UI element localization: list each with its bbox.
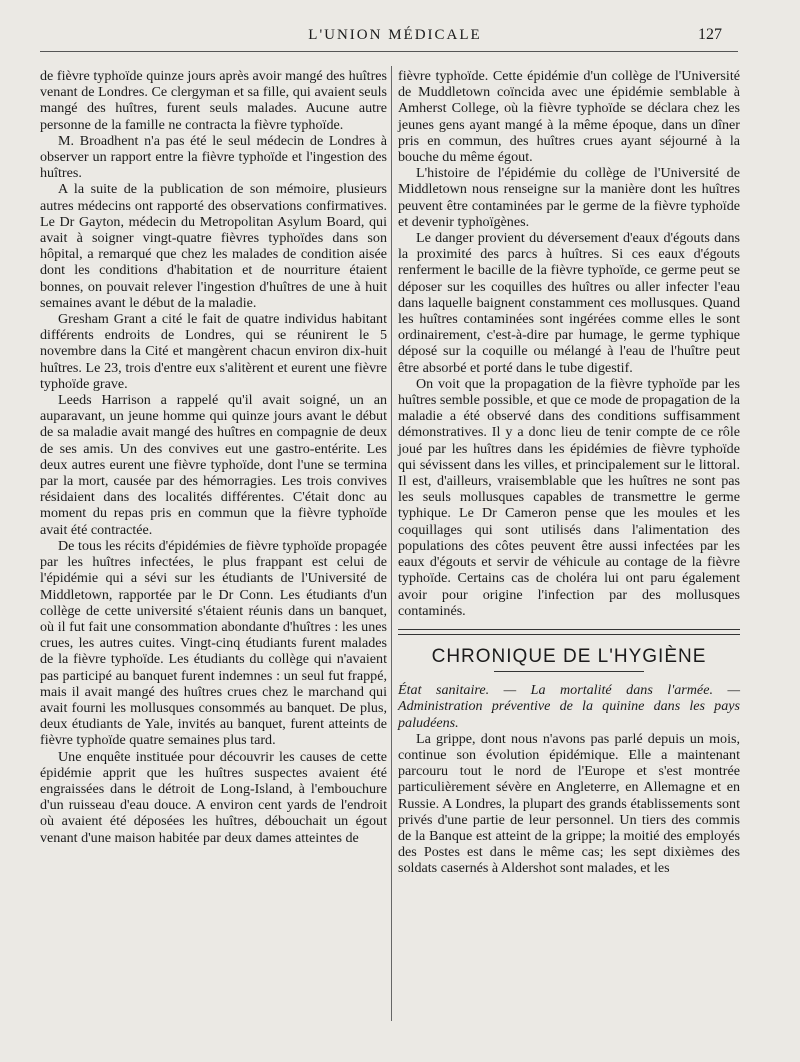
- paragraph: Une enquête instituée pour découvrir les causes de cette épidémie apprit que les huîtres suspectes avaient été engraissées dans le détroit de Long-Island, à l'embouchure d'un ruisseau d'eau douce. A environ cent yards de l'endroit où avaient été déposées les huîtres, débouchait un égout venant d'une maison habitée par deux dames atteintes de: [40, 748, 387, 846]
- paragraph: On voit que la propagation de la fièvre typhoïde par les huîtres semble possible, et que ce mode de propagation de la maladie a été observé dans des conditions suffisamment démonstratives. Il y a donc lieu de tenir compte de ce rôle joué par les huîtres dans les épidémies de fièvre typhoïde qui sévissent dans les villes, et principalement sur le littoral. Il est, d'ailleurs, vraisemblable que les huîtres ne sont pas les seuls mollusques capables de transmettre le germe typhique. Le Dr Cameron pense que les moules et les coquillages qui sont utilisés dans l'alimentation des populations des côtes peuvent être aussi infectées par les eaux d'égouts et servir de véhicule au contage de la fièvre typhoïde. Certains cas de choléra lui ont paru également avoir pour origine l'infection par des mollusques contaminés.: [398, 375, 740, 619]
- paragraph: M. Broadhent n'a pas été le seul médecin de Londres à observer un rapport entre la fièvre typhoïde et l'ingestion des huîtres.: [40, 132, 387, 182]
- paragraph: Gresham Grant a cité le fait de quatre individus habitant différents endroits de Londres, qui se réunirent le 5 novembre dans la Cité et mangèrent chacun environ dix-huit huîtres. Le 23, trois d'entre eux s'alitèrent et eurent une fièvre typhoïde grave.: [40, 311, 387, 392]
- paragraph: La grippe, dont nous n'avons pas parlé depuis un mois, continue son évolution épidémique. Elle a maintenant parcouru tout le nord de l'Europe et s'est montrée particulièrement sévère en Angleterre, en Allemagne et en Russie. A Londres, la plupart des grands établissements sont privés d'une partie de leur personnel. Un tiers des commis de la Banque est atteint de la grippe; la moitié des employés des Postes est dans le même cas; les sept dixièmes des soldats casernés à Aldershot sont malades, et les: [398, 730, 740, 877]
- running-title: L'UNION MÉDICALE: [308, 27, 482, 43]
- paragraph: fièvre typhoïde. Cette épidémie d'un collège de l'Université de Muddletown coïncida avec une épidémie semblable à Amherst College, où la fièvre typhoïde se déclara chez les jeunes gens ayant mangé à la même époque, dans un dîner pris en commun, des huîtres crues ayant séjourné à la bouche du même égout.: [398, 68, 740, 166]
- header-rule: [40, 51, 738, 52]
- section-summary: État sanitaire. — La mortalité dans l'armée. — Administration préventive de la quinine dans les pays paludéens.: [398, 682, 740, 731]
- paragraph: L'histoire de l'épidémie du collège de l'Université de Middletown nous renseigne sur la manière dont les huîtres peuvent être contaminées par le germe de la fièvre typhoïde et devenir typhoïgènes.: [398, 165, 740, 230]
- page-number: 127: [698, 26, 722, 43]
- paragraph: Leeds Harrison a rappelé qu'il avait soigné, un an auparavant, un jeune homme qui quinze jours avant le début de sa maladie avait mangé des huîtres en compagnie de deux de ses amis. Un des convives eut une gastro-entérite. Les deux autres eurent une fièvre typhoïde, dont l'une se termina par la mort, causée par des hémorragies. Les trois convives résidaient dans des localités différentes. C'était donc au moment du repas pris en commun que la fièvre typhoïde avait été contractée.: [40, 392, 387, 538]
- paragraph: A la suite de la publication de son mémoire, plusieurs autres médecins ont rapporté des observations confirmatives. Le Dr Gayton, médecin du Metropolitan Asylum Board, qui avait à soigner vingt-quatre fièvres typhoïdes dans son hôpital, a remarqué que chez les malades de condition aisée dont les conditions d'habitation et de nourriture étaient bonnes, on pouvait relever l'ingestion d'huîtres de une à huit semaines avant le début de la maladie.: [40, 181, 387, 311]
- column-divider: [391, 66, 392, 1021]
- section-title: CHRONIQUE DE L'HYGIÈNE: [431, 645, 707, 667]
- paragraph: de fièvre typhoïde quinze jours après avoir mangé des huîtres venant de Londres. Ce clergyman et sa fille, qui avaient seuls mangé des huîtres, furent seuls malades. Aucune autre personne de la famille ne contracta la fièvre typhoïde.: [40, 68, 387, 133]
- paragraph: Le danger provient du déversement d'eaux d'égouts dans la proximité des parcs à huîtres. Si ces eaux d'égouts renferment le bacille de la fièvre typhoïde, ce germe peut se déposer sur les coquilles des huîtres ou aller infecter l'eau dans laquelle baignent constamment ces mollusques. Quand les huîtres contaminées sont ingérées comme elles le sont ordinairement, c'est-à-dire par humage, le germe typhique déposé sur la coquille ou mélangé à l'eau de l'huître peut être absorbé et porté dans le tube digestif.: [398, 230, 740, 376]
- section-double-rule: [398, 629, 740, 635]
- paragraph: De tous les récits d'épidémies de fièvre typhoïde propagée par les huîtres infectées, le plus frappant est celui de l'épidémie qui a sévi sur les étudiants de l'Université de Middletown, rapportée par le Dr Conn. Les étudiants d'un collège de cette université s'étaient réunis dans un banquet, où il fut fait une consommation abondante d'huîtres : les unes crues, les autres cuites. Vingt-cinq étudiants furent malades de la fièvre typhoïde. Les étudiants du collège qui n'avaient pas participé au banquet furent indemnes : un seul fut frappé, mais il avait mangé des huîtres crues chez le marchand qui avait fourni les mollusques consommés au banquet. De plus, deux étudiants de Yale, invités au banquet, furent atteints de fièvre typhoïde quatre semaines plus tard.: [40, 537, 387, 749]
- right-column: [398, 68, 740, 877]
- title-underline: [494, 671, 644, 672]
- left-column: [40, 68, 387, 846]
